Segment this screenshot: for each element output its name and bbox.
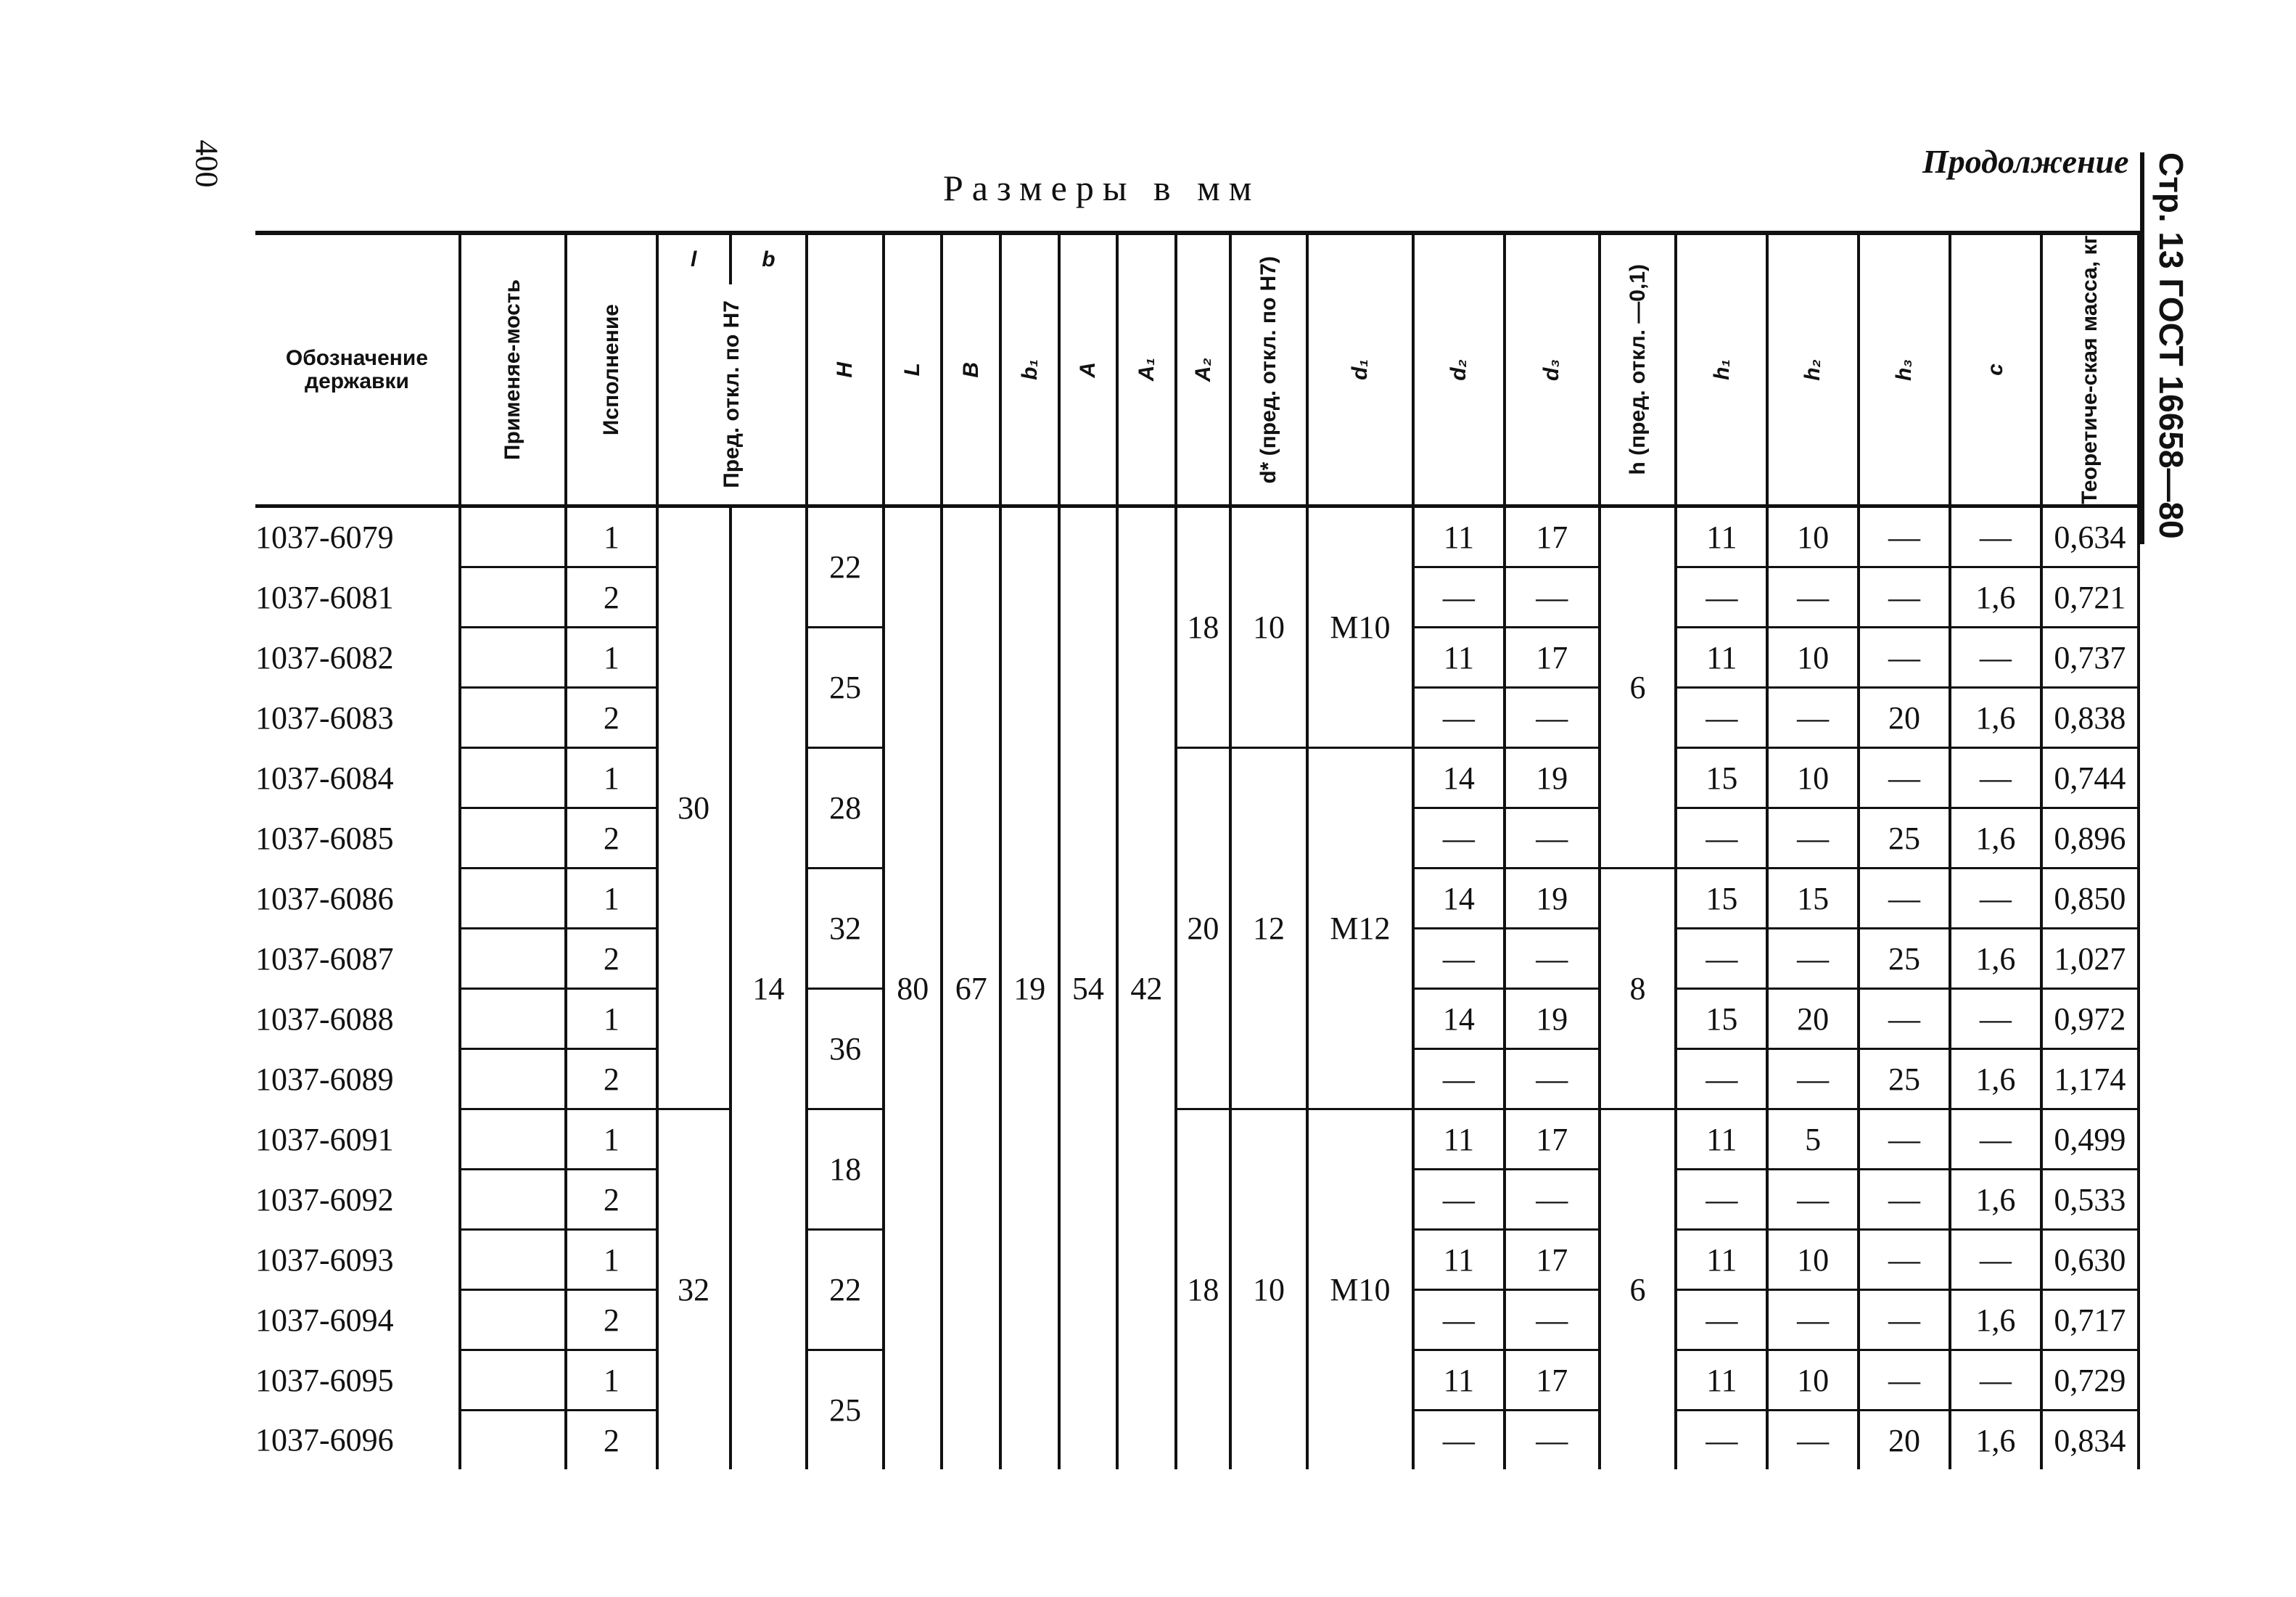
cell-A-group: 54	[1059, 506, 1118, 1470]
col-mass: Теоретиче-ская масса, кг	[2041, 233, 2139, 506]
cell-A1-group: 42	[1117, 506, 1176, 1470]
cell-h-group: 6	[1600, 506, 1676, 869]
cell-c: —	[1950, 748, 2041, 808]
cell-mass: 0,533	[2041, 1170, 2139, 1230]
side-header	[2140, 152, 2191, 544]
table-row	[255, 1109, 2139, 1170]
cell-h2: 10	[1767, 506, 1859, 567]
cell-d-group: 10	[1230, 1109, 1307, 1470]
cell-d2: —	[1413, 1170, 1505, 1230]
cell-h2: —	[1767, 1290, 1859, 1350]
cell-h1: —	[1676, 1411, 1767, 1470]
cell-h2: —	[1767, 567, 1859, 628]
cell-c: 1,6	[1950, 929, 2041, 989]
cell-applicability	[460, 1109, 566, 1170]
cell-d3: —	[1505, 1411, 1600, 1470]
cell-h1: —	[1676, 1049, 1767, 1109]
cell-d3: —	[1505, 1049, 1600, 1109]
cell-h2: —	[1767, 688, 1859, 748]
cell-H-group: 36	[807, 989, 884, 1109]
cell-d1-group: M10	[1307, 1109, 1413, 1470]
cell-applicability	[460, 628, 566, 688]
cell-h1: 15	[1676, 989, 1767, 1049]
cell-h3: 25	[1859, 1049, 1950, 1109]
cell-version: 1	[566, 748, 657, 808]
cell-h1: 11	[1676, 1350, 1767, 1411]
dimensions-table	[255, 231, 2140, 1469]
cell-d2: 14	[1413, 748, 1505, 808]
cell-version: 2	[566, 1170, 657, 1230]
cell-h2: 20	[1767, 989, 1859, 1049]
cell-d2: —	[1413, 808, 1505, 869]
cell-b-group: 14	[731, 506, 807, 1470]
cell-d3: —	[1505, 1290, 1600, 1350]
cell-c: 1,6	[1950, 688, 2041, 748]
col-version: Исполнение	[566, 233, 657, 506]
cell-applicability	[460, 1049, 566, 1109]
cell-d3: 17	[1505, 628, 1600, 688]
cell-h3: 25	[1859, 808, 1950, 869]
col-L: L	[884, 233, 942, 506]
cell-d2: —	[1413, 1411, 1505, 1470]
col-H: H	[807, 233, 884, 506]
cell-h3: 20	[1859, 1411, 1950, 1470]
cell-mass: 1,174	[2041, 1049, 2139, 1109]
cell-applicability	[460, 929, 566, 989]
cell-d2: 11	[1413, 1109, 1505, 1170]
col-h: h (пред. откл. —0,1)	[1600, 233, 1676, 506]
cell-d2: —	[1413, 1049, 1505, 1109]
cell-version: 2	[566, 567, 657, 628]
cell-designation: 1037-6089	[255, 1049, 460, 1109]
cell-h3: —	[1859, 1350, 1950, 1411]
cell-d3: 19	[1505, 748, 1600, 808]
cell-H-group: 28	[807, 748, 884, 869]
table-row	[255, 748, 2139, 808]
cell-c: —	[1950, 869, 2041, 929]
cell-designation: 1037-6087	[255, 929, 460, 989]
cell-h1: —	[1676, 1170, 1767, 1230]
col-tolerance-l: Пред. откл. по Н7	[657, 284, 807, 506]
cell-d3: 19	[1505, 869, 1600, 929]
cell-h1: —	[1676, 808, 1767, 869]
cell-d2: —	[1413, 567, 1505, 628]
cell-h2: 10	[1767, 748, 1859, 808]
cell-designation: 1037-6083	[255, 688, 460, 748]
cell-h2: —	[1767, 1411, 1859, 1470]
cell-h3: —	[1859, 628, 1950, 688]
cell-version: 2	[566, 1411, 657, 1470]
cell-mass: 0,744	[2041, 748, 2139, 808]
cell-h2: —	[1767, 1170, 1859, 1230]
col-c: c	[1950, 233, 2041, 506]
cell-H-group: 25	[807, 628, 884, 748]
cell-c: 1,6	[1950, 1049, 2041, 1109]
cell-h1: 15	[1676, 748, 1767, 808]
cell-h-group: 6	[1600, 1109, 1676, 1470]
col-B: B	[942, 233, 1000, 506]
cell-h2: 5	[1767, 1109, 1859, 1170]
cell-H-group: 22	[807, 1230, 884, 1350]
cell-h1: —	[1676, 688, 1767, 748]
cell-designation: 1037-6086	[255, 869, 460, 929]
cell-applicability	[460, 1230, 566, 1290]
cell-designation: 1037-6079	[255, 506, 460, 567]
cell-c: —	[1950, 506, 2041, 567]
cell-h3: —	[1859, 1290, 1950, 1350]
cell-h3: —	[1859, 506, 1950, 567]
cell-h1: 11	[1676, 506, 1767, 567]
cell-c: —	[1950, 1230, 2041, 1290]
cell-mass: 0,972	[2041, 989, 2139, 1049]
cell-h3: 20	[1859, 688, 1950, 748]
cell-version: 2	[566, 1049, 657, 1109]
cell-c: —	[1950, 1109, 2041, 1170]
cell-h2: —	[1767, 808, 1859, 869]
cell-designation: 1037-6082	[255, 628, 460, 688]
cell-mass: 0,630	[2041, 1230, 2139, 1290]
cell-h2: 10	[1767, 1230, 1859, 1290]
cell-h1: 11	[1676, 1230, 1767, 1290]
cell-designation: 1037-6085	[255, 808, 460, 869]
cell-applicability	[460, 506, 566, 567]
col-b: b	[731, 233, 807, 284]
page-number: 400	[189, 139, 225, 188]
cell-designation: 1037-6093	[255, 1230, 460, 1290]
side-header-text: Стр. 13 ГОСТ 16658—80	[2152, 152, 2190, 539]
cell-h1: 11	[1676, 628, 1767, 688]
cell-d2: 11	[1413, 628, 1505, 688]
cell-h3: —	[1859, 1109, 1950, 1170]
table-row	[255, 506, 2139, 567]
cell-version: 1	[566, 1230, 657, 1290]
cell-version: 2	[566, 929, 657, 989]
cell-applicability	[460, 748, 566, 808]
cell-c: 1,6	[1950, 1290, 2041, 1350]
cell-d-group: 10	[1230, 506, 1307, 748]
col-b1: b₁	[1000, 233, 1059, 506]
side-rule	[2140, 152, 2144, 544]
cell-c: 1,6	[1950, 1170, 2041, 1230]
cell-mass: 0,729	[2041, 1350, 2139, 1411]
cell-d2: 11	[1413, 506, 1505, 567]
col-A2: A₂	[1176, 233, 1231, 506]
cell-d3: 19	[1505, 989, 1600, 1049]
cell-mass: 0,634	[2041, 506, 2139, 567]
cell-c: —	[1950, 628, 2041, 688]
cell-mass: 0,850	[2041, 869, 2139, 929]
cell-d3: —	[1505, 567, 1600, 628]
cell-h-group: 8	[1600, 869, 1676, 1109]
cell-c: 1,6	[1950, 1411, 2041, 1470]
cell-h3: 25	[1859, 929, 1950, 989]
cell-B-group: 67	[942, 506, 1000, 1470]
col-h2: h₂	[1767, 233, 1859, 506]
cell-A2-group: 18	[1176, 506, 1231, 748]
cell-b1-group: 19	[1000, 506, 1059, 1470]
cell-mass: 0,721	[2041, 567, 2139, 628]
cell-h3: —	[1859, 567, 1950, 628]
col-d3: d₃	[1505, 233, 1600, 506]
cell-h3: —	[1859, 989, 1950, 1049]
cell-d3: 17	[1505, 1350, 1600, 1411]
cell-applicability	[460, 808, 566, 869]
col-A: A	[1059, 233, 1118, 506]
cell-mass: 0,834	[2041, 1411, 2139, 1470]
cell-designation: 1037-6081	[255, 567, 460, 628]
cell-h1: —	[1676, 1290, 1767, 1350]
cell-applicability	[460, 567, 566, 628]
cell-d2: —	[1413, 929, 1505, 989]
cell-designation: 1037-6091	[255, 1109, 460, 1170]
cell-version: 1	[566, 506, 657, 567]
cell-d3: —	[1505, 808, 1600, 869]
cell-applicability	[460, 1290, 566, 1350]
cell-h2: 15	[1767, 869, 1859, 929]
cell-version: 1	[566, 1109, 657, 1170]
cell-h3: —	[1859, 748, 1950, 808]
cell-H-group: 18	[807, 1109, 884, 1230]
cell-applicability	[460, 989, 566, 1049]
cell-h2: 10	[1767, 1350, 1859, 1411]
cell-d1-group: M10	[1307, 506, 1413, 748]
cell-c: 1,6	[1950, 808, 2041, 869]
cell-designation: 1037-6095	[255, 1350, 460, 1411]
cell-d2: —	[1413, 1290, 1505, 1350]
cell-H-group: 32	[807, 869, 884, 989]
cell-h2: —	[1767, 1049, 1859, 1109]
cell-designation: 1037-6088	[255, 989, 460, 1049]
cell-d3: —	[1505, 1170, 1600, 1230]
cell-mass: 0,717	[2041, 1290, 2139, 1350]
cell-d3: 17	[1505, 1230, 1600, 1290]
cell-designation: 1037-6084	[255, 748, 460, 808]
col-d: d* (пред. откл. по Н7)	[1230, 233, 1307, 506]
cell-c: 1,6	[1950, 567, 2041, 628]
col-designation: Обозначение державки	[255, 233, 460, 506]
cell-version: 1	[566, 1350, 657, 1411]
col-d2: d₂	[1413, 233, 1505, 506]
cell-d3: —	[1505, 688, 1600, 748]
cell-L-group: 80	[884, 506, 942, 1470]
cell-version: 1	[566, 869, 657, 929]
cell-l-group: 32	[657, 1109, 731, 1470]
cell-mass: 0,737	[2041, 628, 2139, 688]
cell-d2: 14	[1413, 989, 1505, 1049]
cell-h1: —	[1676, 929, 1767, 989]
cell-h3: —	[1859, 869, 1950, 929]
cell-designation: 1037-6094	[255, 1290, 460, 1350]
cell-d3: 17	[1505, 1109, 1600, 1170]
cell-A2-group: 20	[1176, 748, 1231, 1109]
cell-applicability	[460, 869, 566, 929]
cell-h1: —	[1676, 567, 1767, 628]
page-heading: Размеры в мм	[943, 168, 1261, 208]
col-h3: h₃	[1859, 233, 1950, 506]
cell-c: —	[1950, 989, 2041, 1049]
cell-h2: —	[1767, 929, 1859, 989]
cell-mass: 0,499	[2041, 1109, 2139, 1170]
cell-d2: 14	[1413, 869, 1505, 929]
cell-d1-group: M12	[1307, 748, 1413, 1109]
cell-l-group: 30	[657, 506, 731, 1109]
cell-h2: 10	[1767, 628, 1859, 688]
cell-c: —	[1950, 1350, 2041, 1411]
cell-d3: 17	[1505, 506, 1600, 567]
col-A1: A₁	[1117, 233, 1176, 506]
cell-A2-group: 18	[1176, 1109, 1231, 1470]
cell-mass: 0,896	[2041, 808, 2139, 869]
cell-d3: —	[1505, 929, 1600, 989]
cell-version: 1	[566, 628, 657, 688]
cell-d2: —	[1413, 688, 1505, 748]
cell-applicability	[460, 688, 566, 748]
cell-h3: —	[1859, 1230, 1950, 1290]
continuation-label: Продолжение	[1922, 143, 2129, 180]
cell-h3: —	[1859, 1170, 1950, 1230]
cell-version: 2	[566, 808, 657, 869]
cell-applicability	[460, 1411, 566, 1470]
cell-d2: 11	[1413, 1350, 1505, 1411]
col-d1: d₁	[1307, 233, 1413, 506]
col-applicability: Применяе-мость	[460, 233, 566, 506]
cell-h1: 11	[1676, 1109, 1767, 1170]
cell-mass: 1,027	[2041, 929, 2139, 989]
cell-designation: 1037-6096	[255, 1411, 460, 1470]
cell-applicability	[460, 1170, 566, 1230]
cell-version: 2	[566, 1290, 657, 1350]
cell-d-group: 12	[1230, 748, 1307, 1109]
cell-H-group: 22	[807, 506, 884, 628]
cell-version: 1	[566, 989, 657, 1049]
cell-version: 2	[566, 688, 657, 748]
cell-h1: 15	[1676, 869, 1767, 929]
cell-d2: 11	[1413, 1230, 1505, 1290]
col-l: l	[657, 233, 731, 284]
cell-mass: 0,838	[2041, 688, 2139, 748]
cell-designation: 1037-6092	[255, 1170, 460, 1230]
cell-H-group: 25	[807, 1350, 884, 1470]
cell-applicability	[460, 1350, 566, 1411]
col-h1: h₁	[1676, 233, 1767, 506]
table-body	[255, 506, 2139, 1470]
